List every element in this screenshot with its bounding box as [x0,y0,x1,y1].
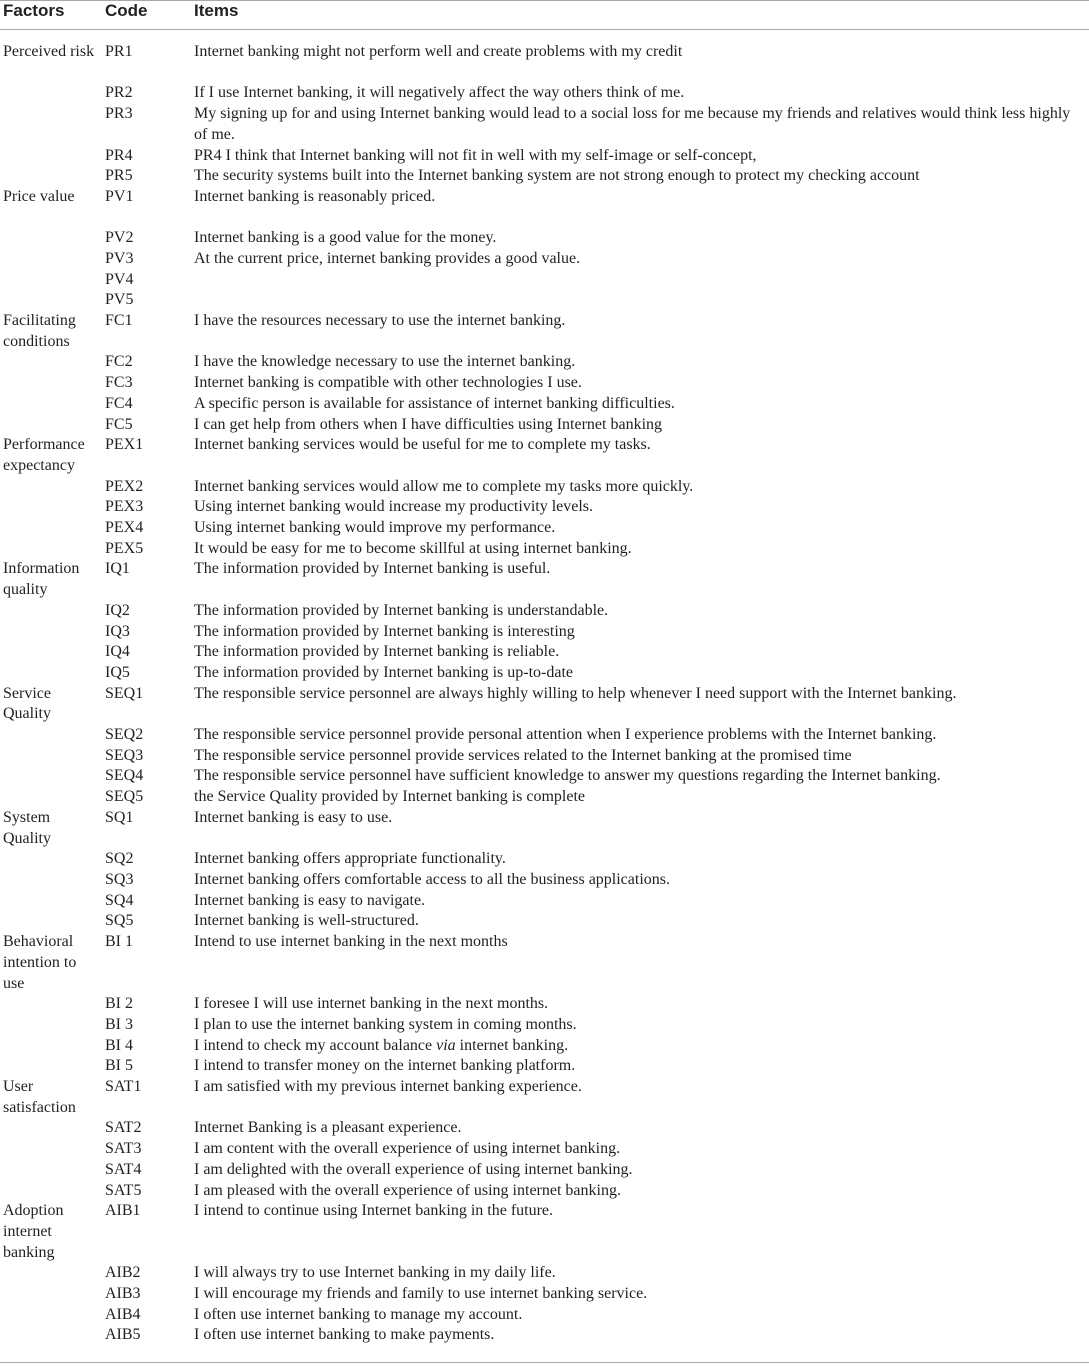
code-cell: AIB2 [105,1264,141,1282]
item-cell: The information provided by Internet banking is reliable. [194,643,560,661]
item-cell: I have the knowledge necessary to use the internet banking. [194,353,576,371]
table-row [0,1036,1089,1057]
table-row [0,1139,1089,1160]
item-italic-text: via [436,1036,456,1054]
code-cell: PR4 [105,146,133,164]
code-cell: PR5 [105,167,133,185]
code-cell: FC5 [105,415,133,433]
item-cell: I am delighted with the overall experience of using internet banking. [194,1160,633,1178]
item-cell: The responsible service personnel provide personal attention when I experience problems with the Internet banking. [194,726,937,744]
item-cell [194,290,1074,311]
code-cell: PV1 [105,187,134,205]
header-rule [0,29,1089,30]
item-cell: I am satisfied with my previous internet banking experience. [194,1078,582,1095]
code-cell: SAT2 [105,1119,142,1137]
table-row [0,642,1089,663]
code-cell: SQ1 [105,808,134,826]
table-row [0,477,1089,498]
factor-cell: Facilitating conditions [3,312,76,350]
factor-cell: Adoption internet banking [3,1202,64,1261]
header-items: Items [194,1,239,20]
code-cell: PV5 [105,291,134,309]
code-cell: FC4 [105,394,133,412]
code-cell: BI 2 [105,995,133,1013]
table-row [0,1056,1089,1077]
item-cell: Intend to use internet banking in the next months [194,933,508,951]
code-cell: AIB3 [105,1285,141,1302]
item-cell: Internet banking services would be useful for me to complete my tasks. [194,436,651,454]
code-cell: IQ4 [105,643,130,661]
code-cell: SEQ2 [105,726,144,744]
code-cell: BI 3 [105,1015,133,1033]
item-cell: The information provided by Internet banking is up-to-date [194,663,574,681]
item-cell: Internet banking services would allow me to complete my tasks more quickly. [194,477,694,495]
table-row [0,1284,1089,1305]
item-cell: I have the resources necessary to use the internet banking. [194,312,566,330]
table-row [0,746,1089,767]
table-row [0,891,1089,912]
item-cell: I will encourage my friends and family to use internet banking service. [194,1285,648,1302]
table-row [0,146,1089,167]
code-cell: SEQ1 [105,684,144,702]
item-cell: I plan to use the internet banking system in coming months. [194,1015,577,1033]
item-cell: The security systems built into the Internet banking system are not strong enough to protect my checking account [194,167,920,185]
code-cell: SEQ4 [105,767,144,785]
table-row [0,725,1089,746]
code-cell: BI 5 [105,1057,133,1075]
item-cell: the Service Quality provided by Internet banking is complete [194,788,585,806]
item-cell [194,1036,1074,1057]
table-row [0,311,1089,352]
code-cell: SEQ5 [105,788,144,806]
code-cell: BI 4 [105,1036,133,1054]
table-row [0,787,1089,808]
table-row [0,870,1089,891]
table-row [0,373,1089,394]
table-row [0,994,1089,1015]
code-cell: SEQ3 [105,746,144,764]
code-cell: SAT3 [105,1140,142,1158]
table-row [0,83,1089,104]
item-cell [194,270,1074,291]
item-text: internet banking. [455,1036,569,1054]
table-row [0,663,1089,684]
code-cell: SQ4 [105,891,134,909]
factor-cell: Service Quality [3,684,51,723]
code-cell: SQ5 [105,912,134,930]
item-cell: I am content with the overall experience of using internet banking. [194,1140,621,1158]
table-row [0,415,1089,436]
factor-cell: User satisfaction [3,1078,76,1116]
table-row [0,808,1089,849]
code-cell: PV2 [105,229,134,247]
item-cell: Internet banking is easy to use. [194,808,393,826]
code-cell: IQ3 [105,622,130,640]
table-row [0,166,1089,187]
table-row [0,290,1089,311]
table-row [0,539,1089,560]
table-row [0,932,1089,994]
item-cell: I often use internet banking to make payments. [194,1326,495,1344]
header-code: Code [105,1,148,20]
table-row [0,187,1089,228]
item-cell: My signing up for and using Internet banking would lead to a social loss for me because my friends and relatives would think less highly of me. [194,105,1071,143]
table-row [0,1015,1089,1036]
table-row [0,1160,1089,1181]
item-cell: Internet banking is compatible with other technologies I use. [194,374,582,392]
table-row [0,766,1089,787]
code-cell: PEX5 [105,539,144,557]
item-cell: The responsible service personnel have sufficient knowledge to answer my questions regarding the Internet banking. [194,767,941,785]
code-cell: IQ5 [105,663,130,681]
table-row [0,42,1089,83]
table-row [0,352,1089,373]
code-cell: IQ2 [105,601,130,619]
item-cell: Internet banking might not perform well and create problems with my credit [194,43,683,60]
code-cell: BI 1 [105,933,133,951]
table-row [0,684,1089,725]
factor-cell: Performance expectancy [3,436,85,474]
code-cell: FC2 [105,353,133,371]
item-cell: The information provided by Internet banking is useful. [194,560,551,578]
item-cell: Internet banking is a good value for the money. [194,229,497,247]
code-cell: PEX3 [105,498,144,516]
table-row [0,1305,1089,1326]
code-cell: AIB1 [105,1202,141,1220]
item-cell: I intend to transfer money on the internet banking platform. [194,1057,576,1075]
item-cell: It would be easy for me to become skillful at using internet banking. [194,539,632,557]
table-row [0,394,1089,415]
table-row [0,911,1089,932]
item-cell: PR4 I think that Internet banking will not fit in well with my self-image or self-concept, [194,146,757,164]
item-cell: Internet banking offers comfortable access to all the business applications. [194,870,670,888]
item-cell: I can get help from others when I have difficulties using Internet banking [194,415,663,433]
table-row [0,1263,1089,1284]
table-row [0,1201,1089,1263]
table-row [0,601,1089,622]
code-cell: AIB4 [105,1305,141,1323]
code-cell: SAT5 [105,1181,142,1199]
item-cell: Internet banking is reasonably priced. [194,187,436,205]
item-cell: Internet banking is well-structured. [194,912,419,930]
factor-cell: Perceived risk [3,43,95,60]
table-bottom-rule [0,1362,1089,1363]
table-row [0,228,1089,249]
table-row [0,249,1089,270]
table-body [0,42,1089,1346]
item-cell: I intend to continue using Internet banking in the future. [194,1202,554,1220]
table-row [0,849,1089,870]
factor-cell: Behavioral intention to use [3,933,77,992]
factor-cell: Information quality [3,560,80,599]
code-cell: SAT1 [105,1078,142,1095]
item-cell: A specific person is available for assistance of internet banking difficulties. [194,394,675,412]
code-cell: AIB5 [105,1326,141,1344]
item-cell: At the current price, internet banking provides a good value. [194,250,581,267]
table-row [0,270,1089,291]
code-cell: PV3 [105,250,134,267]
code-cell: PR3 [105,105,133,123]
item-cell: Internet banking is easy to navigate. [194,891,426,909]
code-cell: PR2 [105,84,133,102]
item-cell: Using internet banking would improve my performance. [194,519,556,537]
table-row [0,559,1089,600]
code-cell: FC3 [105,374,133,392]
item-cell: Internet Banking is a pleasant experience. [194,1119,462,1137]
table-row [0,622,1089,643]
code-cell: PEX2 [105,477,144,495]
table-row [0,518,1089,539]
item-text: I intend to check my account balance [194,1036,437,1054]
factor-cell: System Quality [3,808,51,847]
code-cell: PEX1 [105,436,144,454]
code-cell: FC1 [105,312,133,330]
code-cell: PR1 [105,43,133,60]
table-row [0,1118,1089,1139]
item-cell: I am pleased with the overall experience of using internet banking. [194,1181,621,1199]
item-cell: The information provided by Internet banking is understandable. [194,601,609,619]
factor-cell: Price value [3,187,75,205]
code-cell: SQ3 [105,870,134,888]
code-cell: PV4 [105,270,134,288]
item-cell: The information provided by Internet banking is interesting [194,622,575,640]
item-cell: The responsible service personnel provide services related to the Internet banking at the promised time [194,746,852,764]
table-row [0,1181,1089,1202]
table-row [0,435,1089,476]
table-row [0,497,1089,518]
item-cell: If I use Internet banking, it will negatively affect the way others think of me. [194,84,685,102]
item-cell: I will always try to use Internet banking in my daily life. [194,1264,556,1282]
item-cell: I often use internet banking to manage my account. [194,1305,523,1323]
code-cell: PEX4 [105,519,144,537]
table-row [0,1077,1089,1118]
code-cell: SAT4 [105,1160,142,1178]
table-row [0,104,1089,145]
code-cell: SQ2 [105,850,134,868]
item-cell: I foresee I will use internet banking in the next months. [194,995,549,1013]
table-row [0,1325,1089,1346]
code-cell: IQ1 [105,560,130,578]
item-cell: The responsible service personnel are always highly willing to help whenever I need support with the Internet banking. [194,684,957,702]
item-cell: Using internet banking would increase my productivity levels. [194,498,594,516]
item-cell: Internet banking offers appropriate functionality. [194,850,506,868]
header-factors: Factors [3,1,65,20]
